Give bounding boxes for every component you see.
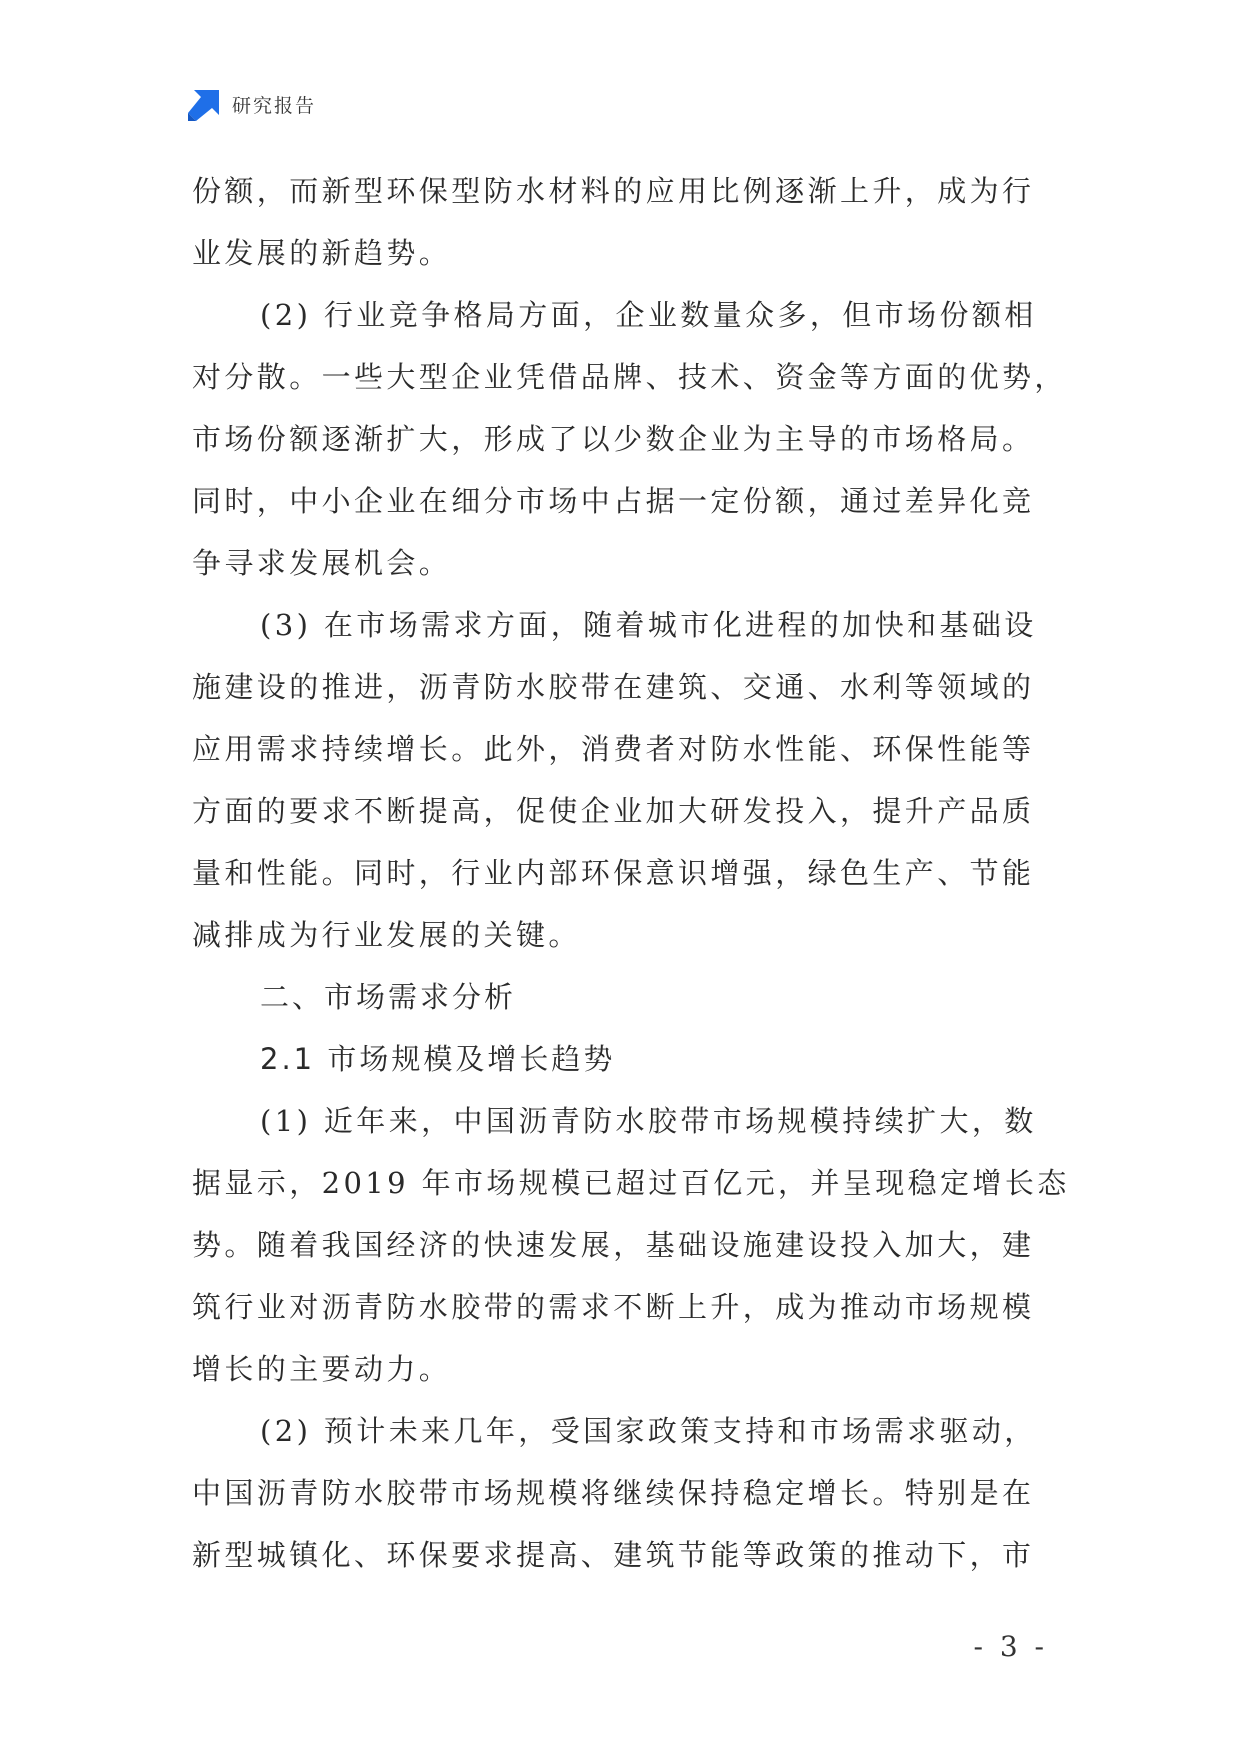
text-line: 势。随着我国经济的快速发展，基础设施建设投入加大，建 xyxy=(192,1228,1035,1262)
paragraph-start-line: (1) 近年来，中国沥青防水胶带市场规模持续扩大，数 xyxy=(260,1104,1037,1138)
paragraph-start-line: (2) 预计未来几年，受国家政策支持和市场需求驱动， xyxy=(260,1414,1037,1448)
text-line: 筑行业对沥青防水胶带的需求不断上升，成为推动市场规模 xyxy=(192,1290,1035,1324)
text-line: 据显示，2019 年市场规模已超过百亿元，并呈现稳定增长态 xyxy=(192,1166,1070,1200)
text-line: 应用需求持续增长。此外，消费者对防水性能、环保性能等 xyxy=(192,732,1035,766)
text-line: 市场份额逐渐扩大，形成了以少数企业为主导的市场格局。 xyxy=(192,422,1035,456)
arrow-logo-icon xyxy=(188,87,222,121)
text-line: 量和性能。同时，行业内部环保意识增强，绿色生产、节能 xyxy=(192,856,1035,890)
section-heading: 二、市场需求分析 xyxy=(260,980,517,1014)
paragraph-start-line: (2) 行业竞争格局方面，企业数量众多，但市场份额相 xyxy=(260,298,1037,332)
subsection-heading: 2.1 市场规模及增长趋势 xyxy=(260,1042,616,1076)
text-line: 份额，而新型环保型防水材料的应用比例逐渐上升，成为行 xyxy=(192,174,1035,208)
paragraph-start-line: (3) 在市场需求方面，随着城市化进程的加快和基础设 xyxy=(260,608,1037,642)
text-line: 减排成为行业发展的关键。 xyxy=(192,918,581,952)
text-line: 同时，中小企业在细分市场中占据一定份额，通过差异化竞 xyxy=(192,484,1035,518)
header-title: 研究报告 xyxy=(232,94,317,117)
page-header xyxy=(188,86,316,122)
document-body xyxy=(192,160,1070,1586)
text-line: 施建设的推进，沥青防水胶带在建筑、交通、水利等领域的 xyxy=(192,670,1035,704)
text-line: 增长的主要动力。 xyxy=(192,1352,452,1386)
text-line: 对分散。一些大型企业凭借品牌、技术、资金等方面的优势， xyxy=(192,360,1067,394)
text-line: 方面的要求不断提高，促使企业加大研发投入，提升产品质 xyxy=(192,794,1035,828)
text-line: 业发展的新趋势。 xyxy=(192,236,452,270)
text-line: 争寻求发展机会。 xyxy=(192,546,452,580)
text-line: 中国沥青防水胶带市场规模将继续保持稳定增长。特别是在 xyxy=(192,1476,1035,1510)
text-line: 新型城镇化、环保要求提高、建筑节能等政策的推动下，市 xyxy=(192,1538,1035,1572)
page-number: - 3 - xyxy=(973,1630,1048,1663)
